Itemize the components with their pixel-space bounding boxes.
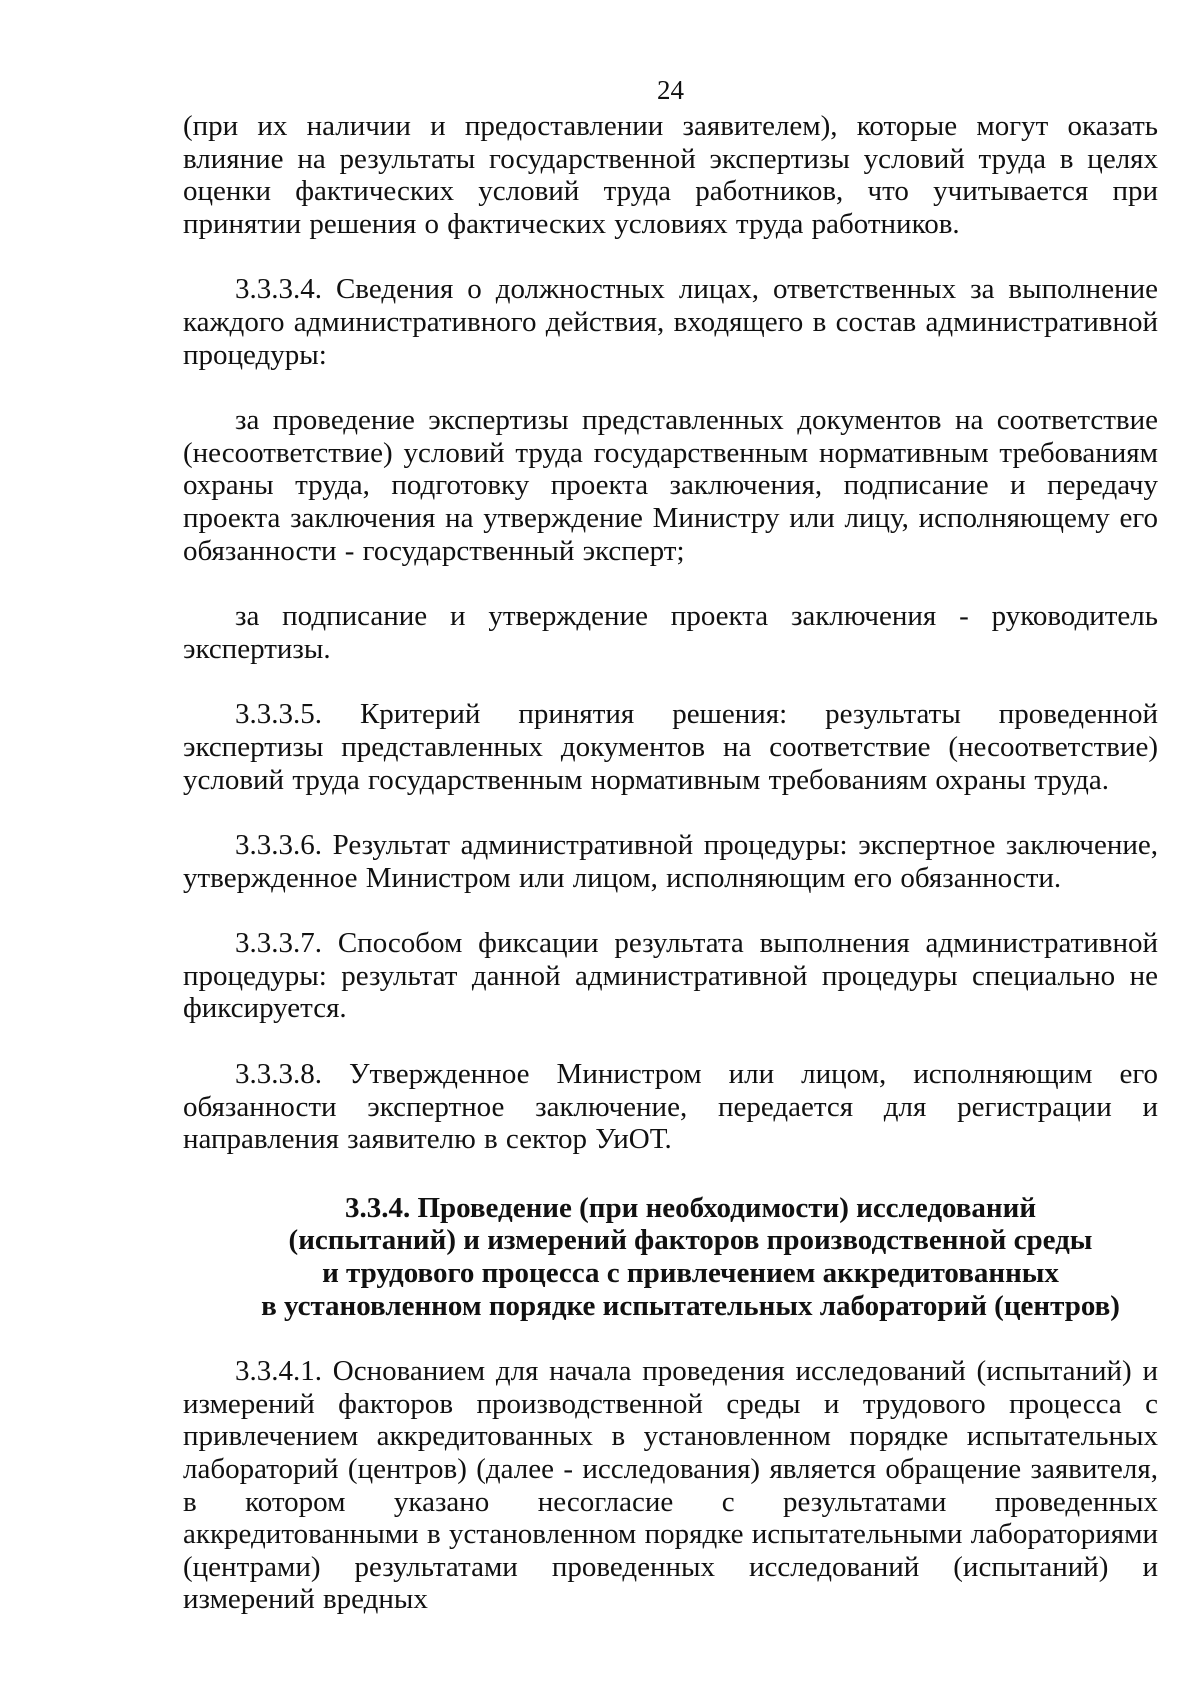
paragraph-expert-responsibility: за проведение экспертизы представленных документов на соответствие (несоответствие) условий труда государственным нормативным требованиям охраны труда, подготовку проекта заключения, подписание и передачу проекта заключения на утверждение Министру или лицу, исполняющему его обязанности - государственный эксперт; — [183, 404, 1158, 567]
paragraph-3-3-3-8: 3.3.3.8. Утвержденное Министром или лицом, исполняющим его обязанности экспертное заключение, передается для регистрации и направления заявителю в сектор УиОТ. — [183, 1058, 1158, 1156]
paragraph-3-3-4-1: 3.3.4.1. Основанием для начала проведения исследований (испытаний) и измерений факторов производственной среды и трудового процесса с привлечением аккредитованных в установленном порядке испытательных лабораторий (центров) (далее - исследования) является обращение заявителя, в котором указано несогласие с результатами проведенных аккредитованными в установленном порядке испытательными лабораториями (центрами) результатами проведенных исследований (испытаний) и измерений вредных — [183, 1355, 1158, 1616]
section-heading-3-3-4 — [183, 1192, 1158, 1322]
paragraph-3-3-3-7: 3.3.3.7. Способом фиксации результата выполнения административной процедуры: результат данной административной процедуры специально не фиксируется. — [183, 927, 1158, 1025]
paragraph-head-responsibility: за подписание и утверждение проекта заключения - руководитель экспертизы. — [183, 600, 1158, 665]
paragraph-3-3-3-6: 3.3.3.6. Результат административной процедуры: экспертное заключение, утвержденное Министром или лицом, исполняющим его обязанности. — [183, 829, 1158, 894]
heading-line: в установленном порядке испытательных лабораторий (центров) — [261, 1289, 1120, 1322]
heading-line: 3.3.4. Проведение (при необходимости) исследований — [344, 1191, 1037, 1224]
paragraph-3-3-3-5: 3.3.3.5. Критерий принятия решения: результаты проведенной экспертизы представленных документов на соответствие (несоответствие) условий труда государственным нормативным требованиям охраны труда. — [183, 698, 1158, 796]
paragraph-3-3-3-4: 3.3.3.4. Сведения о должностных лицах, ответственных за выполнение каждого административного действия, входящего в состав административной процедуры: — [183, 273, 1158, 371]
heading-line: и трудового процесса с привлечением аккредитованных — [322, 1257, 1059, 1290]
heading-line: (испытаний) и измерений факторов производственной среды — [288, 1224, 1093, 1257]
paragraph-continuation: (при их наличии и предоставлении заявителем), которые могут оказать влияние на результаты государственной экспертизы условий труда в целях оценки фактических условий труда работников, что учитывается при принятии решения о фактических условиях труда работников. — [183, 110, 1158, 240]
page-number: 24 — [657, 75, 684, 105]
document-page — [183, 72, 1158, 1616]
